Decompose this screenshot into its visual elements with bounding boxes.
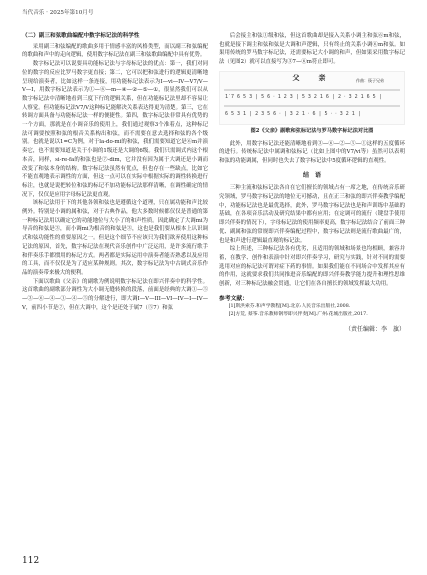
paragraph: 后会接主和弦①级和弦，但这首歌曲却是接入关系小调主和弦⑥m和弦，也就是接下调主和弦和弦是大调和声逻辑，只有终止的关系小调⑥m和弦。如果用传统的罗马数字标记法，还需要标记大小调的和声，但如果采用数字标记法（见图2）就可以直接写为③7—⑥m符止即可。 (219, 33, 405, 66)
reference-item: [2]方荒, 蔡筝.音乐教师钢琴即兴伴奏[M].广州:花城出版社,2017. (228, 311, 368, 317)
section-heading: （二）副三和弦歌曲编配中数字标记法的科学性 (22, 33, 140, 39)
paragraph: 采用副三和弦编配的歌曲多用于情感丰富的风格类型，而以副三和弦编配的歌曲和声中的走向逻辑，使用数字标记法在副三和弦歌曲编配中具有优势。 (22, 43, 208, 59)
paragraph: 综上所述，三种标记法各有优劣，且适用的领域和场景也均相顾，兼容并蓄，在教学、创作和表演中针对即兴伴奏学习，研究与实践，针对不同的需要选用对应的标记法可谓对症下药的事情。如果我们能在不同场合中发挥其应有的作用，这就要求我们共同推进音乐编配的即兴伴奏教学能力提升和理性思维创新，对三种标记法融会贯通，让它们在各自擅长的领域发挥最大功用。 (219, 246, 405, 288)
left-column (22, 32, 208, 313)
svg-text:1̇ 7 6 5 3 | 5 6 ‧ 1 2 3 | 5 3: 1̇ 7 6 5 3 | 5 6 ‧ 1 2 3 | 5 3 2 1 6 | 2 ‧ 3 2 1 6 5 | (225, 93, 382, 100)
music-score-figure (219, 71, 405, 125)
right-column (219, 32, 405, 335)
paragraph: 该标记法用于下的其他各领和弦也是遵循这个道理，只在属功能和声比较例外。特别是小调的属和弦，对于古典作品，他大多数时候都仅仅是普通的第一种标记法用以确定它的功能地位与大小了的和声性质。因此确定了大调mi为导音的和弦是③，而小调mi为根音的和弦是③，这也是我们要从根本上认识调式和弦功能性的重要原因之一。但是这个细节不应该只为我们欲弃使用这种标记法的原因，首先，数字标记法在现代音乐创作中广泛运用，是许多流行歌手和伴奏乐手都惯用的标记方式。两者都是实际运用中演奏者能否熟悉以及应用的工具，而不仅仅是为了适应某种规则。其次，数字标记法为中古调式音乐作品的演奏带来极大的便利。 (22, 200, 208, 276)
paragraph: 数字标记法可以说要具功能标记法与字母标记法的优点：第一，我们对同位的数字的反应比罗马数字更直接；第二，它可以把和弦进行的逻辑更清晰地呈现给演奏者，比如这样一条连接，用功能标记法表示为I—vi—IV—V7/V—V—I，用数字标记法表示为①—⑥—m—④—②—⑤—①，很显然我们可以从数字标记法中清晰地看到三度下行的逻辑关系，但在功能标记法里却不容易让人察觉。但功能标记法V7/V这种标记能解决关系表达得更为清楚。第三，它在转调方面具备与功能标记法一样的便捷性。第四，数字标记法非常具有优势的一个方面，那就是在小调音乐的使用上，我们通过观察3个准着点，这种标记法可调要按照和弦的根音关系构出和弦，而不需要在意去选择和弦的各个级别。也就是说以1=C为例，对于la-do-mi的和弦，我们需要知道它是⑥m并演奏它，也不需要知道是关于小调的1级还是大调的6级。我们只需调式内这个根本音，同样，si-re-fa的和弦也是⑦-dim，它并没有因为属于大调还是小调而改变了和弦本身的结构。数字标记法虽然有优点，但也存在一些缺点，比如它不能直观地表示调性的方面，但这一点可以在实际中根据实际的调性转换进行标注，也就是说把转位和弦的标记不加功能标记法那样清晰，在调性确定的情况下，仅仅是应用字母标记法更直观。 (22, 61, 208, 198)
paragraph: 下面以歌曲《父亲》的副歌为例说明数字标记法在即兴伴奏中的科学性。这首歌曲的副歌部分调性为大小调无缝转换的段落，前面是经典的大调①—⑤—③—⑥—④—①—④—⑤的分解进行，即大调I—V—III—VI—IV—I—IV—V，前四小节是⑦，但在大调中，这个是还处于属7（⑤7）和弦 (22, 278, 208, 311)
page-number: 112 (22, 556, 40, 566)
score-title: 父 亲 (292, 72, 332, 82)
responsible-editor: （责任编辑：李 旗） (344, 326, 405, 334)
paragraph: 三种主流和弦标记法各自在它们擅长的领域占有一席之地，在传统音乐研究领域，罗马数字标记法的地位无可撼动，且在正三和弦的即兴伴奏教学编配中，功能标记法也是最优选择，此外，罗马数字标记法也是和声训练中基础的基础，在各项音乐活动及研究结果中都有应用；在定调可的流行（键盘手使用即兴伴奏的情况下），字母标记法的使用频率更高，数字标记法结合了前面三种优、副属和弦的常规即兴伴奏编配过程中，数字标记法则是流行歌曲最广的，也是和声进行逻辑最直观的标记法。 (219, 185, 405, 244)
conclusion-title: 结 语 (302, 171, 321, 179)
score-notation (220, 72, 404, 124)
reference-item: [1]斯洪索芬.和声学教程[M].北京:人民音乐出版社,2008. (228, 304, 351, 310)
score-author: 作曲：筷子兄弟 (356, 77, 384, 83)
figure-caption: 图2《父亲》副歌和弦标记法与罗马数字标记法对比图 (250, 127, 374, 134)
journal-header: 当代音乐 · 2025年第10月号 (22, 10, 94, 16)
paragraph: 此外，用数字标记法还能清晰地看到③—⑥—②—⑤—①这样的五度循环的进行。传统标记法中属调和弦标记（比如上图中的V7/vi等）虽然可以表明和弦的功能调属，但同时也失去了数字标记法中5度循环逻辑的直观性。 (219, 140, 405, 164)
svg-text:6 5 3 1 | 2 3 5 6 ‧ | 3 2 1 ‧: 6 5 3 1 | 2 3 5 6 ‧ | 3 2 1 ‧ 6 | 5 ‧ ‧ 3 2 1 | (225, 110, 361, 117)
references-title: 参考文献： (219, 295, 248, 302)
